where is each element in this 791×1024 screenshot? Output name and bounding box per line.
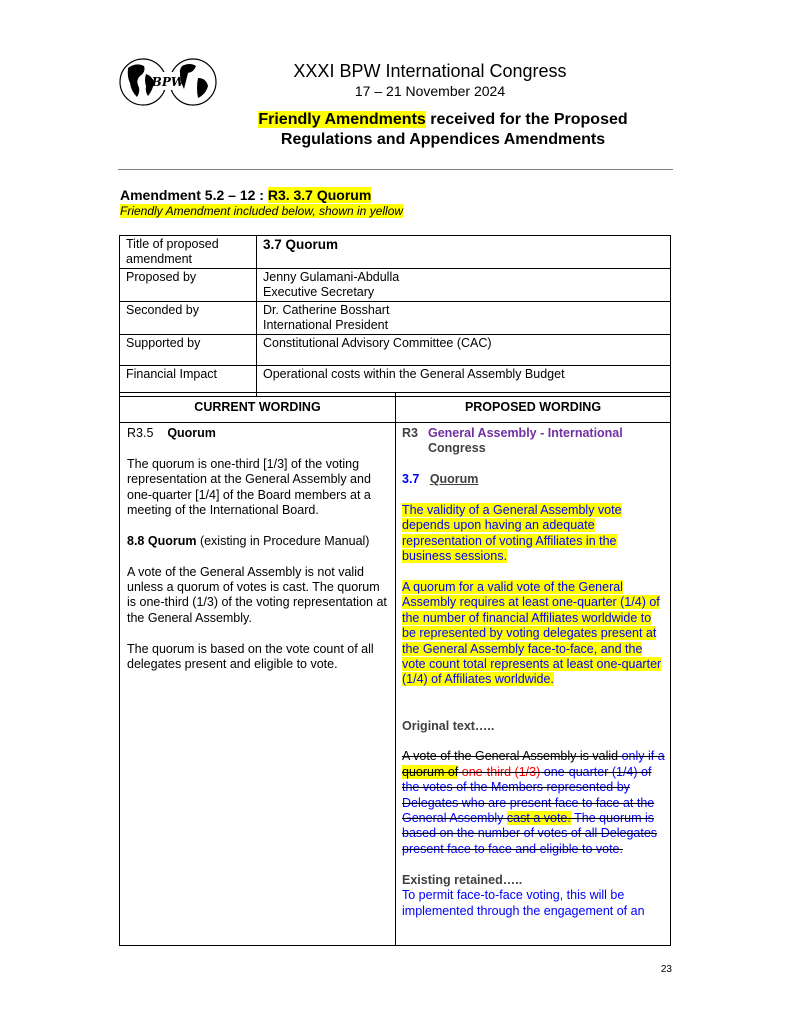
- amendment-heading: [120, 187, 371, 203]
- congress-dates: 17 – 21 November 2024: [354, 83, 506, 99]
- subtitle-line-2: Regulations and Appendices Amendments: [280, 131, 606, 148]
- existing-retained-text: To permit face-to-face voting, this will be implemented through the engagement of an: [402, 888, 645, 918]
- current-paragraph: The quorum is based on the vote count of all delegates present and eligible to vote.: [127, 641, 374, 672]
- current-r35-heading: R3.5 Quorum: [127, 426, 216, 440]
- proposed-3-7-heading: 3.7 Quorum: [402, 472, 479, 487]
- meta-row-supported-by: [120, 335, 671, 366]
- meta-row-seconded-by: [120, 302, 671, 335]
- existing-retained-heading: Existing retained…..: [402, 872, 523, 887]
- current-8-8-heading: 8.8 Quorum (existing in Procedure Manual): [127, 533, 370, 548]
- meta-row-title: [120, 236, 671, 269]
- original-text-heading: Original text…..: [402, 718, 495, 733]
- current-wording-heading: CURRENT WORDING: [194, 400, 321, 414]
- header-divider: [118, 169, 673, 170]
- subtitle-highlight: Friendly Amendments: [258, 111, 426, 128]
- meta-row-proposed-by: [120, 269, 671, 302]
- current-wording-column: [127, 426, 389, 688]
- amendment-note: Friendly Amendment included below, shown in yellow: [120, 204, 404, 218]
- document-subtitle: [218, 110, 668, 150]
- congress-title: XXXI BPW International Congress: [293, 61, 567, 81]
- amendment-label: Amendment 5.2 – 12 :: [120, 187, 264, 203]
- bpw-logo: [118, 54, 218, 110]
- meta-value: Constitutional Advisory Committee (CAC): [257, 335, 671, 366]
- proposed-wording-heading: PROPOSED WORDING: [464, 400, 602, 414]
- proposed-wording-column: [402, 426, 666, 919]
- amendment-meta-table: [119, 235, 671, 397]
- proposed-paragraph: The validity of a General Assembly vote depends upon having an adequate representation of voting Affiliates in the business sessions.: [402, 503, 622, 564]
- meta-key: Seconded by: [120, 302, 257, 335]
- proposed-r3-heading: R3 General Assembly - International Congress: [402, 426, 623, 456]
- meta-key: Supported by: [120, 335, 257, 366]
- original-text-struck: A vote of the General Assembly is valid only if a quorum of one-third (1/3) one-quarter (1/4) of the votes of the Members represented by Delegates who are present face to face at the General Assembly cast a vote. The quorum is based on the number of votes of all Delegates present face to face and eligible to vote.: [402, 749, 665, 856]
- meta-value: 3.7 Quorum: [257, 236, 671, 269]
- logo-text: BPW: [151, 75, 185, 89]
- amendment-ref: R3. 3.7 Quorum: [267, 187, 372, 203]
- column-divider: [395, 393, 396, 945]
- page-number: 23: [660, 964, 672, 975]
- current-paragraph: The quorum is one-third [1/3] of the voting representation at the General Assembly and one-quarter [1/4] of the Board members at a meeting of the International Board.: [127, 456, 371, 518]
- meta-key: Proposed by: [120, 269, 257, 302]
- meta-key: Title of proposed amendment: [120, 236, 257, 269]
- meta-value: Operational costs within the General Assembly Budget: [257, 366, 671, 397]
- meta-key: Financial Impact: [120, 366, 257, 397]
- wording-comparison-table: [119, 392, 671, 946]
- meta-value: Jenny Gulamani-Abdulla Executive Secretary: [257, 269, 671, 302]
- proposed-paragraph: A quorum for a valid vote of the General Assembly requires at least one-quarter (1/4) of the number of financial Affiliates worldwide to be represented by voting delegates present at the General Assembly face-to-face, and the vote count total represents at least one-quarter (1/4) of Affiliates worldwide.: [402, 580, 662, 687]
- subtitle-rest: received for the Proposed: [425, 111, 628, 128]
- meta-value: Dr. Catherine Bosshart International President: [257, 302, 671, 335]
- current-paragraph: A vote of the General Assembly is not valid unless a quorum of votes is cast. The quorum is one-third (1/3) of the voting representation at the General Assembly.: [127, 564, 387, 625]
